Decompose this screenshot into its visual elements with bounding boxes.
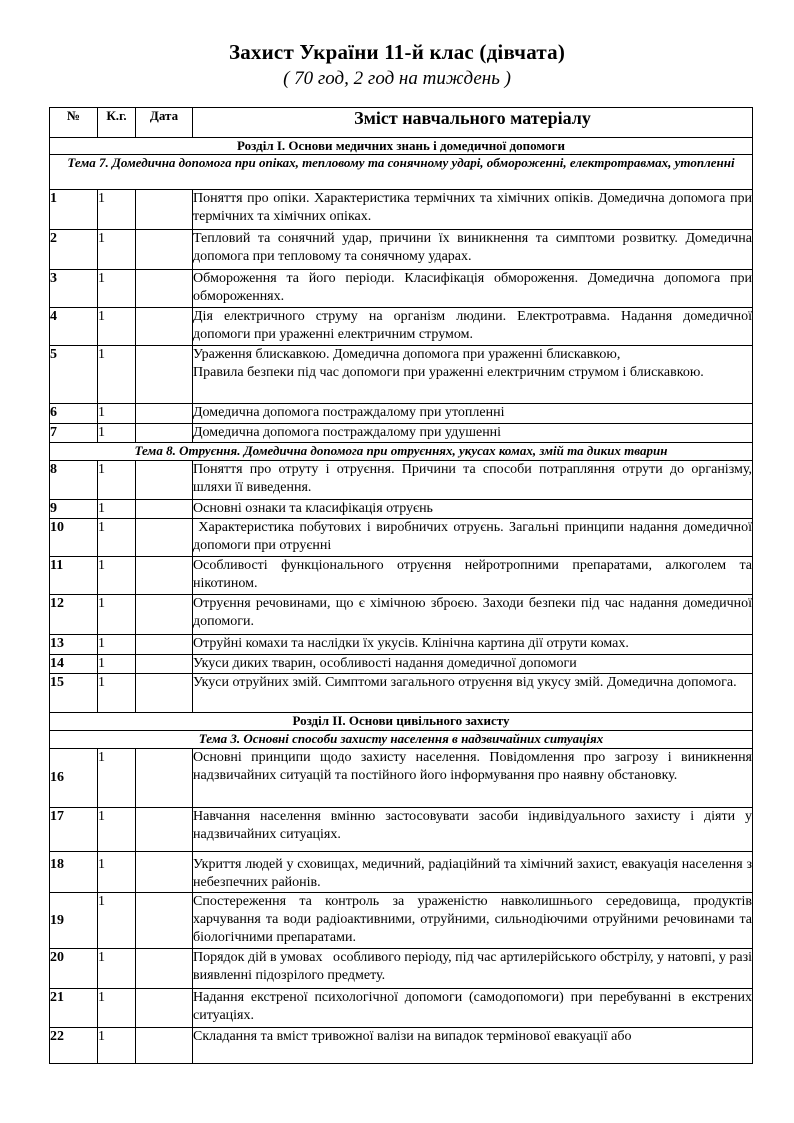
row-hours: 1 <box>98 500 136 519</box>
page-title: Захист України 11-й клас (дівчата) <box>228 40 566 64</box>
row-hours: 1 <box>98 989 136 1028</box>
row-date[interactable] <box>136 852 193 893</box>
row-hours: 1 <box>98 270 136 308</box>
table-row <box>50 655 753 674</box>
row-hours: 1 <box>98 346 136 404</box>
row-date[interactable] <box>136 500 193 519</box>
row-hours: 1 <box>98 635 136 655</box>
row-number: 16 <box>50 749 98 808</box>
row-hours: 1 <box>98 655 136 674</box>
row-content <box>193 346 753 404</box>
row-content: Надання екстреної психологічної допомоги (самодопомоги) при перебуванні в екстрених ситуаціях. <box>193 989 753 1028</box>
row-date[interactable] <box>136 674 193 713</box>
row-number: 14 <box>50 655 98 674</box>
table-row <box>50 230 753 270</box>
row-hours: 1 <box>98 519 136 557</box>
row-date[interactable] <box>136 635 193 655</box>
row-date[interactable] <box>136 190 193 230</box>
table-row <box>50 404 753 424</box>
row-content: Основні принципи щодо захисту населення. Повідомлення про загрозу і виникнення надзвичайних ситуацій та постійного його інформування про наявну обстановку. <box>193 749 753 808</box>
row-number: 20 <box>50 949 98 989</box>
table-row <box>50 595 753 635</box>
row-hours: 1 <box>98 749 136 808</box>
row-content: Тепловий та сонячний удар, причини їх виникнення та симптоми розвитку. Домедична допомога при тепловому та сонячному ударах. <box>193 230 753 270</box>
row-content: Дія електричного струму на організм людини. Електротравма. Надання домедичної допомоги при ураженні електричним струмом. <box>193 308 753 346</box>
row-number: 7 <box>50 424 98 443</box>
table-row <box>50 1028 753 1064</box>
row-number: 1 <box>50 190 98 230</box>
row-hours: 1 <box>98 424 136 443</box>
row-content: Укуси диких тварин, особливості надання домедичної допомоги <box>193 655 753 674</box>
row-content: Особливості функціонального отруєння нейротропними препаратами, алкоголем та нікотином. <box>193 557 753 595</box>
row-date[interactable] <box>136 808 193 852</box>
row-content: Отруйні комахи та наслідки їх укусів. Клінічна картина дії отрути комах. <box>193 635 753 655</box>
row-content: Отруєння речовинами, що є хімічною зброєю. Заходи безпеки під час надання домедичної допомоги. <box>193 595 753 635</box>
row-content: Домедична допомога постраждалому при удушенні <box>193 424 753 443</box>
table-header-row <box>50 108 753 138</box>
row-number: 8 <box>50 461 98 500</box>
table-row <box>50 346 753 404</box>
row-content: Обмороження та його періоди. Класифікація обмороження. Домедична допомога при обмороженнях. <box>193 270 753 308</box>
row-content: Характеристика побутових і виробничих отруєнь. Загальні принципи надання домедичної допомоги при отруєнні <box>193 519 753 557</box>
row-date[interactable] <box>136 230 193 270</box>
topic-3-title: Тема 3. Основні способи захисту населення в надзвичайних ситуаціях <box>50 731 753 749</box>
row-hours: 1 <box>98 230 136 270</box>
topic-8-title: Тема 8. Отруєння. Домедична допомога при отруєннях, укусах комах, змій та диких тварин <box>50 443 753 461</box>
row-date[interactable] <box>136 346 193 404</box>
row-date[interactable] <box>136 308 193 346</box>
table-row <box>50 461 753 500</box>
row-content: Порядок дій в умовах особливого періоду, під час артилерійського обстрілу, у натовпі, у разі виявленні підозрілого предмету. <box>193 949 753 989</box>
table-row <box>50 749 753 808</box>
table-row <box>50 424 753 443</box>
row-hours: 1 <box>98 949 136 989</box>
page-subtitle: ( 70 год, 2 год на тиждень ) <box>283 68 511 89</box>
topic-row <box>50 731 753 749</box>
row-hours: 1 <box>98 461 136 500</box>
row-number: 2 <box>50 230 98 270</box>
row-content: Укриття людей у сховищах, медичний, радіаційний та хімічний захист, евакуація населення з небезпечних районів. <box>193 852 753 893</box>
header-date: Дата <box>136 108 193 138</box>
row-number: 12 <box>50 595 98 635</box>
header-hours: К.г. <box>98 108 136 138</box>
table-row <box>50 674 753 713</box>
row-number: 9 <box>50 500 98 519</box>
row-number: 5 <box>50 346 98 404</box>
row-date[interactable] <box>136 461 193 500</box>
topic-7-title: Тема 7. Домедична допомога при опіках, тепловому та сонячному ударі, обмороженні, електротравмах, утопленні <box>50 155 753 190</box>
row-content: Складання та вміст тривожної валізи на випадок термінової евакуації або <box>193 1028 753 1064</box>
row-date[interactable] <box>136 949 193 989</box>
row-hours: 1 <box>98 557 136 595</box>
row-content: Навчання населення вмінню застосовувати засоби індивідуального захисту і діяти у надзвичайних ситуаціях. <box>193 808 753 852</box>
row-number: 22 <box>50 1028 98 1064</box>
row-date[interactable] <box>136 270 193 308</box>
table-row <box>50 949 753 989</box>
row-number: 4 <box>50 308 98 346</box>
row-date[interactable] <box>136 424 193 443</box>
row-content: Основні ознаки та класифікація отруєнь <box>193 500 753 519</box>
row-date[interactable] <box>136 519 193 557</box>
row-content: Поняття про отруту і отруєння. Причини та способи потрапляння отрути до організму, шляхи її виведення. <box>193 461 753 500</box>
row-number: 18 <box>50 852 98 893</box>
row-number: 11 <box>50 557 98 595</box>
row-content: Спостереження та контроль за ураженістю навколишнього середовища, продуктів харчування та води радіоактивними, отруйними, сильнодіючими отруйними речовинами та біологічними препаратами. <box>193 893 753 949</box>
table-row <box>50 190 753 230</box>
row-number: 6 <box>50 404 98 424</box>
section-row <box>50 138 753 155</box>
row-date[interactable] <box>136 1028 193 1064</box>
table-row <box>50 989 753 1028</box>
row-number: 15 <box>50 674 98 713</box>
table-row <box>50 635 753 655</box>
table-row <box>50 500 753 519</box>
row-hours: 1 <box>98 404 136 424</box>
section-2-title: Розділ ІІ. Основи цивільного захисту <box>50 713 753 731</box>
row-number: 19 <box>50 893 98 949</box>
row-hours: 1 <box>98 893 136 949</box>
row-content-line: Правила безпеки під час допомоги при ураженні електричним струмом і блискавкою. <box>193 365 704 380</box>
row-content: Поняття про опіки. Характеристика термічних та хімічних опіків. Домедична допомога при термічних та хімічних опіках. <box>193 190 753 230</box>
row-date[interactable] <box>136 989 193 1028</box>
table-row <box>50 893 753 949</box>
table-row <box>50 270 753 308</box>
header-number: № <box>50 108 98 138</box>
row-hours: 1 <box>98 674 136 713</box>
topic-row <box>50 443 753 461</box>
row-hours: 1 <box>98 852 136 893</box>
row-content: Домедична допомога постраждалому при утопленні <box>193 404 753 424</box>
row-hours: 1 <box>98 1028 136 1064</box>
curriculum-table <box>49 107 756 1064</box>
row-content-line: Ураження блискавкою. Домедична допомога при ураженні блискавкою, <box>193 347 621 362</box>
row-date[interactable] <box>136 655 193 674</box>
header-content: Зміст навчального матеріалу <box>193 108 753 138</box>
row-hours: 1 <box>98 308 136 346</box>
row-number: 17 <box>50 808 98 852</box>
row-number: 21 <box>50 989 98 1028</box>
table-row <box>50 308 753 346</box>
table-row <box>50 557 753 595</box>
row-date[interactable] <box>136 595 193 635</box>
row-number: 3 <box>50 270 98 308</box>
table-row <box>50 808 753 852</box>
row-date[interactable] <box>136 893 193 949</box>
topic-row <box>50 155 753 190</box>
row-hours: 1 <box>98 595 136 635</box>
row-content: Укуси отруйних змій. Симптоми загального отруєння від укусу змій. Домедична допомога. <box>193 674 753 713</box>
row-number: 10 <box>50 519 98 557</box>
section-1-title: Розділ І. Основи медичних знань і домедичної допомоги <box>50 138 753 155</box>
row-date[interactable] <box>136 404 193 424</box>
table-row <box>50 852 753 893</box>
row-hours: 1 <box>98 808 136 852</box>
section-row <box>50 713 753 731</box>
row-date[interactable] <box>136 749 193 808</box>
row-hours: 1 <box>98 190 136 230</box>
table-row <box>50 519 753 557</box>
row-number: 13 <box>50 635 98 655</box>
row-date[interactable] <box>136 557 193 595</box>
